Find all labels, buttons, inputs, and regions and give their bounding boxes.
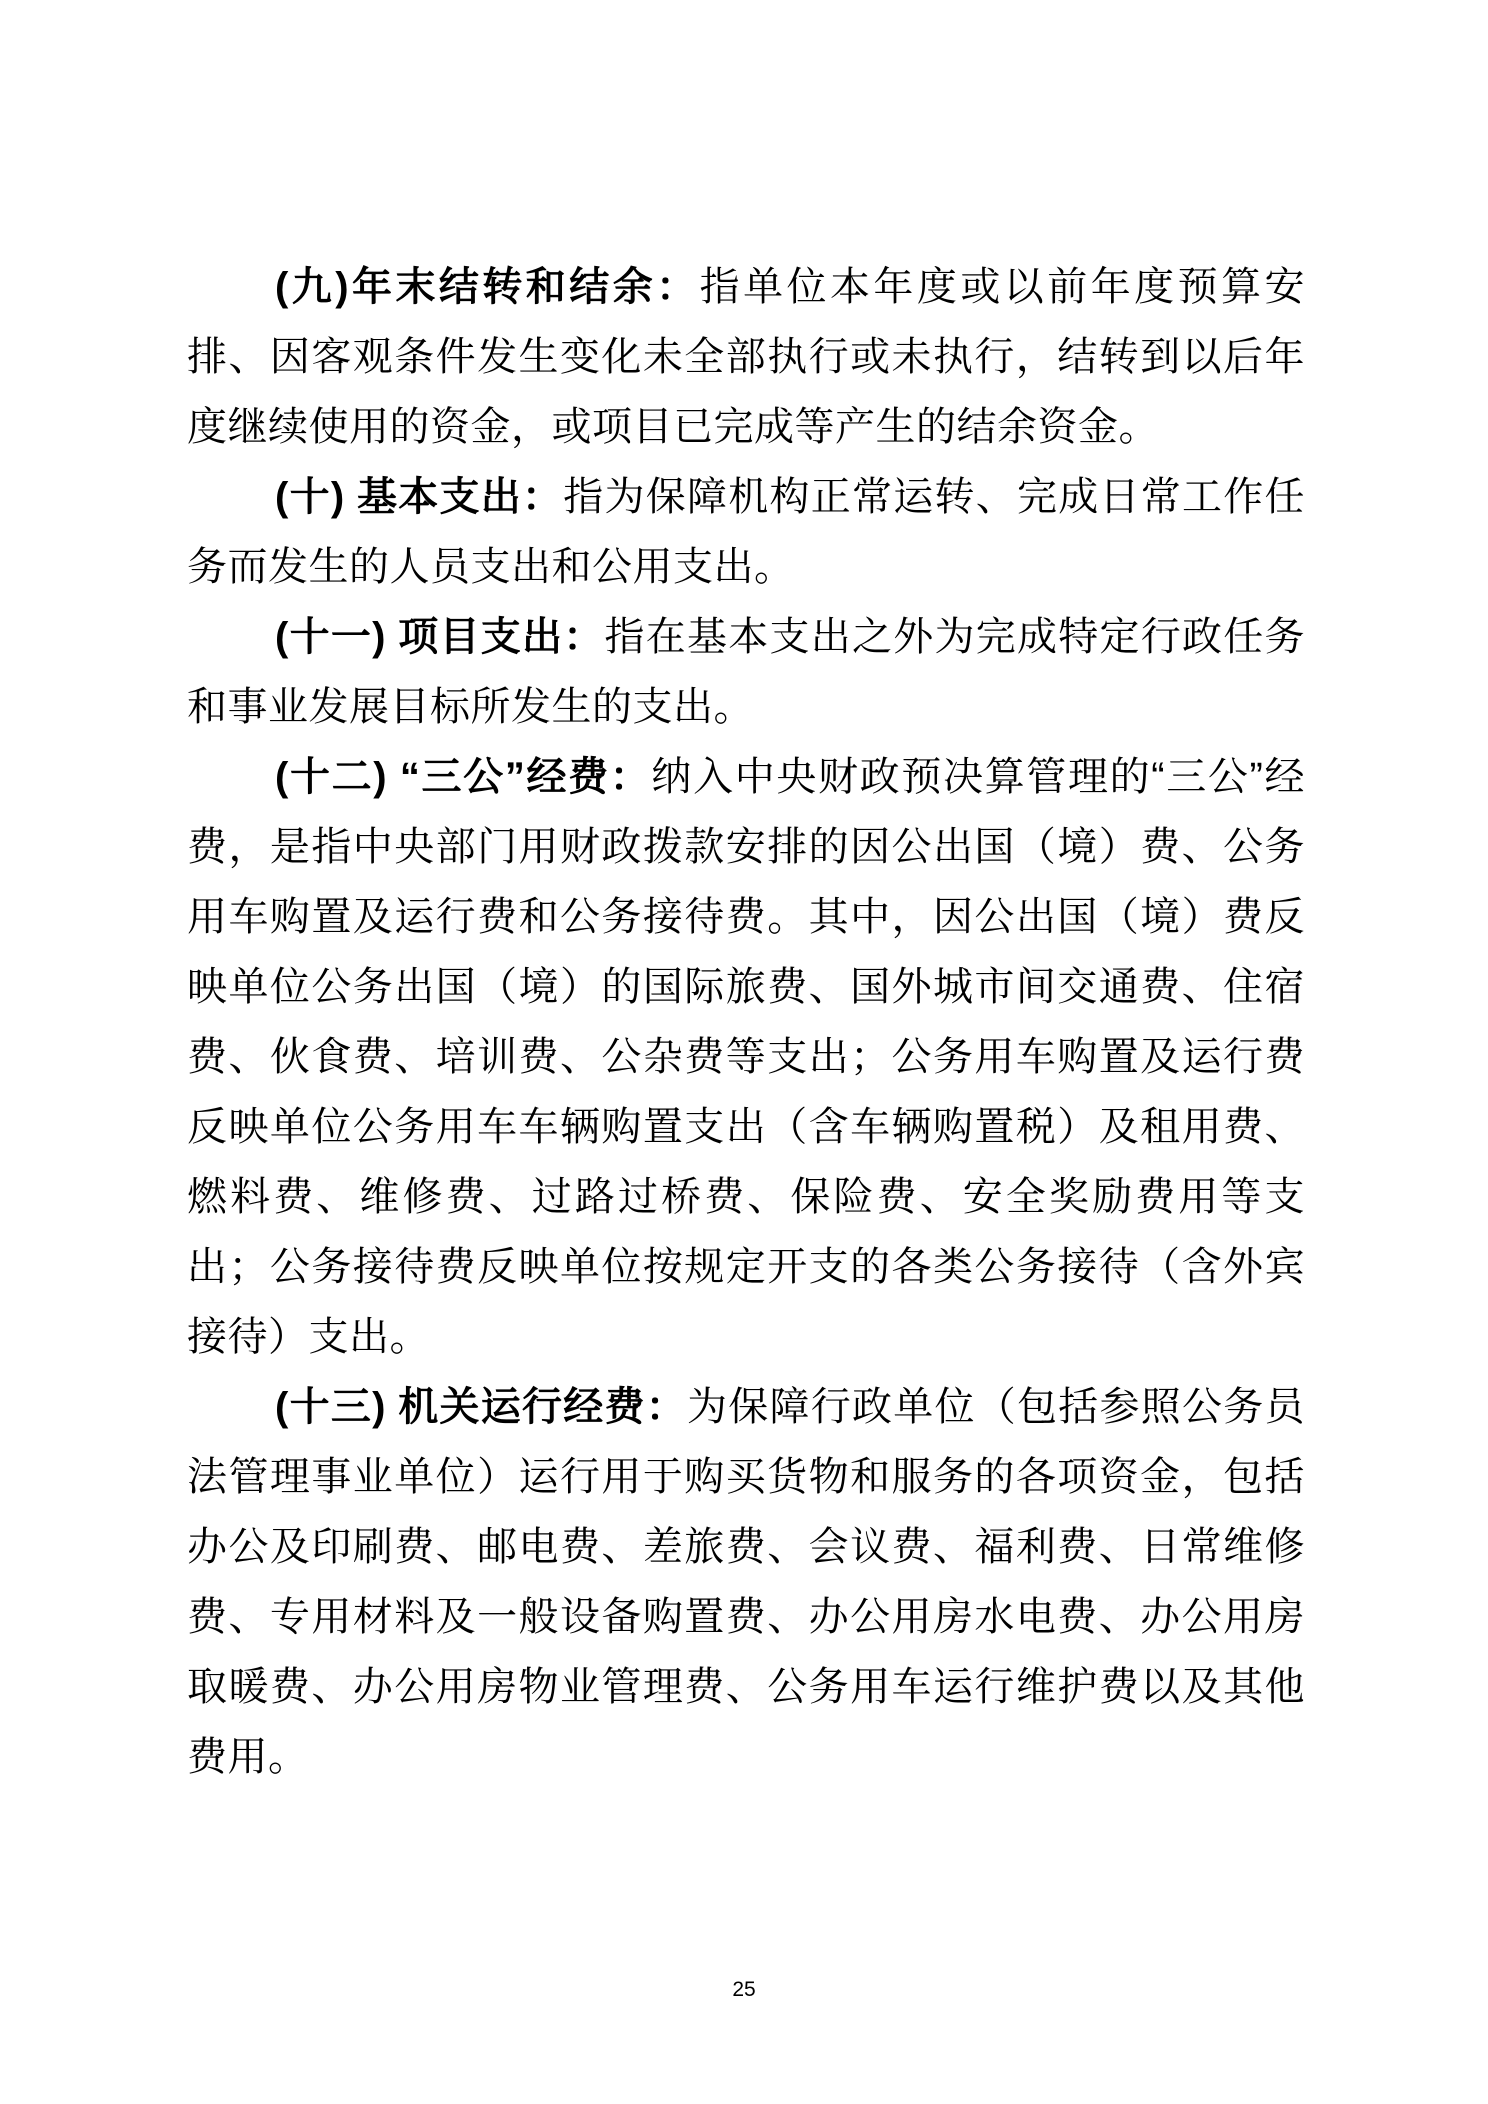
term-10-heading: (十) 基本支出： bbox=[275, 475, 564, 519]
page-number: 25 bbox=[732, 1978, 756, 2001]
document-body bbox=[187, 252, 1305, 1792]
term-11-definition: 指在基本支出之外为完成特定行政任务和事业发展目标所发生的支出。 bbox=[187, 615, 1305, 729]
term-12-definition: 纳入中央财政预决算管理的“三公”经费，是指中央部门用财政拨款安排的因公出国（境）费、公务用车购置及运行费和公务接待费。其中，因公出国（境）费反映单位公务出国（境）的国际旅费、国外城市间交通费、住宿费、伙食费、培训费、公杂费等支出；公务用车购置及运行费反映单位公务用车车辆购置支出（含车辆购置税）及租用费、燃料费、维修费、过路过桥费、保险费、安全奖励费用等支出；公务接待费反映单位按规定开支的各类公务接待（含外宾接待）支出。 bbox=[187, 755, 1305, 1359]
term-12-heading: (十二) “三公”经费： bbox=[275, 755, 652, 799]
paragraph-term-11 bbox=[187, 602, 1305, 742]
paragraph-term-13 bbox=[187, 1372, 1305, 1792]
term-10-definition: 指为保障机构正常运转、完成日常工作任务而发生的人员支出和公用支出。 bbox=[187, 475, 1305, 589]
term-9-heading: (九)年末结转和结余： bbox=[275, 265, 700, 309]
term-13-definition: 为保障行政单位（包括参照公务员法管理事业单位）运行用于购买货物和服务的各项资金，包括办公及印刷费、邮电费、差旅费、会议费、福利费、日常维修费、专用材料及一般设备购置费、办公用房水电费、办公用房取暖费、办公用房物业管理费、公务用车运行维护费以及其他费用。 bbox=[187, 1385, 1305, 1779]
paragraph-term-9 bbox=[187, 252, 1305, 462]
paragraph-term-10 bbox=[187, 462, 1305, 602]
term-13-heading: (十三) 机关运行经费： bbox=[275, 1385, 687, 1429]
term-9-definition: 指单位本年度或以前年度预算安排、因客观条件发生变化未全部执行或未执行，结转到以后年度继续使用的资金，或项目已完成等产生的结余资金。 bbox=[187, 265, 1306, 449]
paragraph-term-12 bbox=[187, 742, 1305, 1372]
term-11-heading: (十一) 项目支出： bbox=[275, 615, 605, 659]
